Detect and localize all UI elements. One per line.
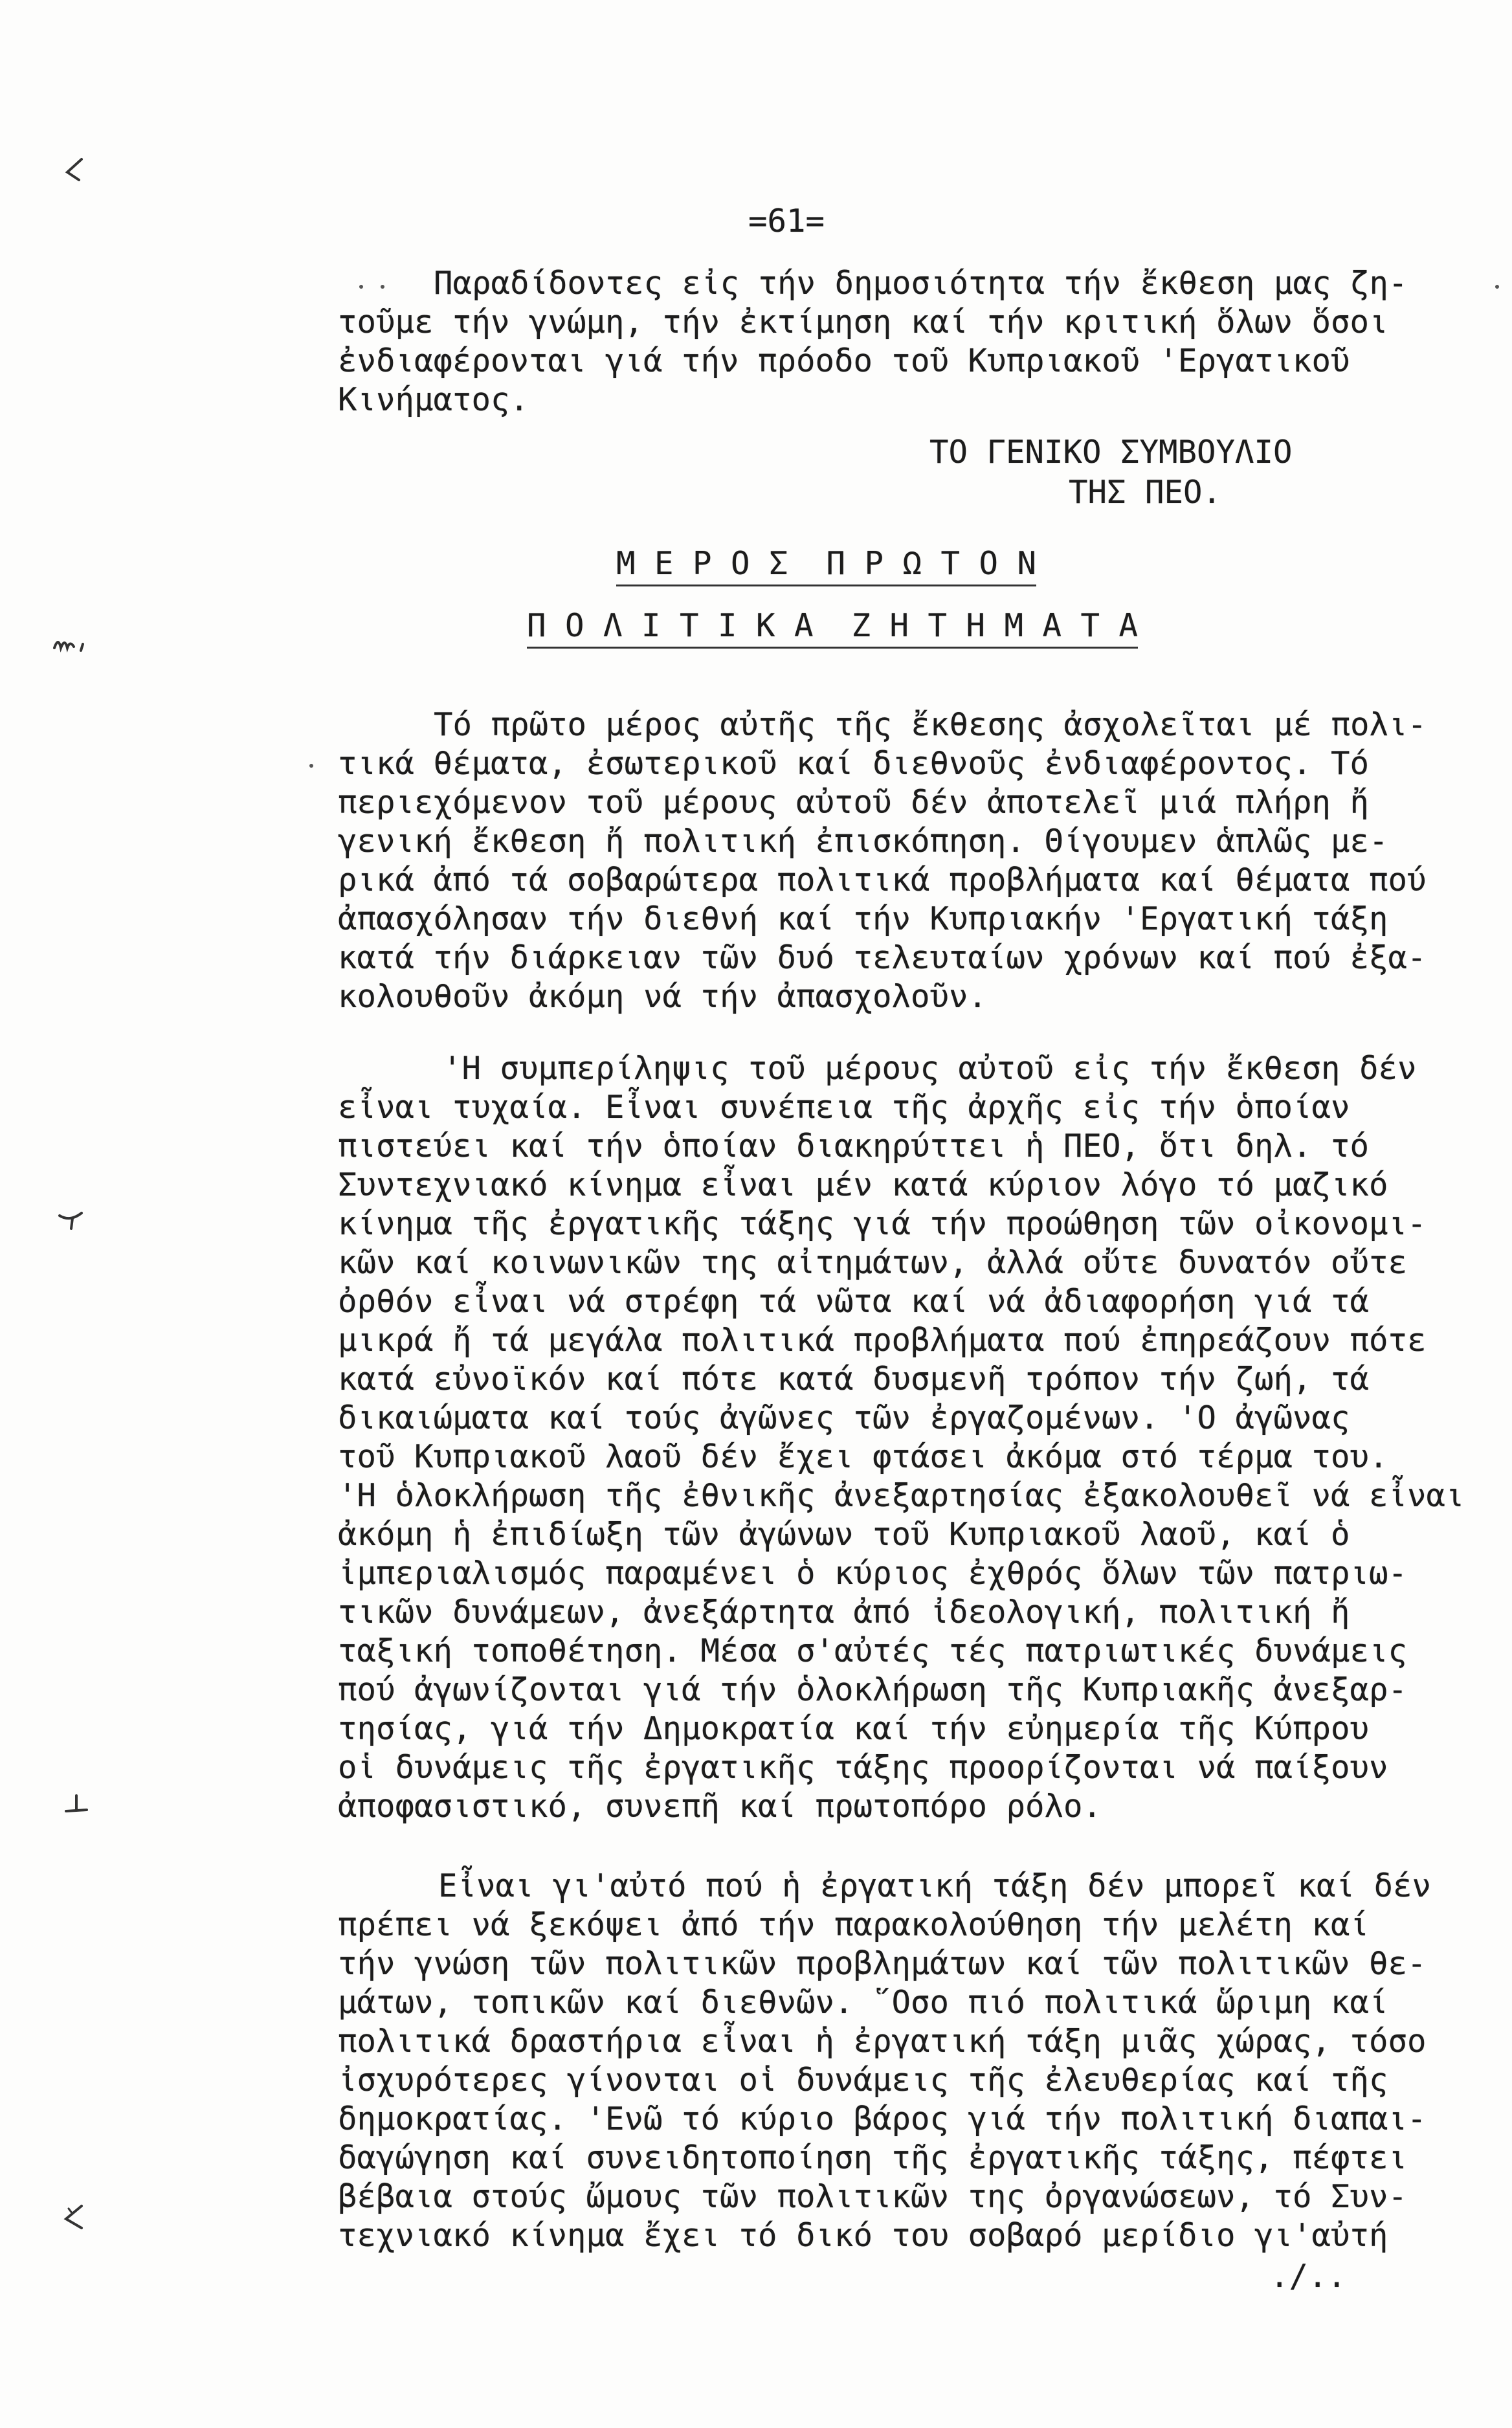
text-line: γενική ἔκθεση ἤ πολιτική ἐπισκόπηση. Θίγουμεν ἁπλῶς με- [338,823,1388,860]
text-line: πού ἀγωνίζονται γιά τήν ὁλοκλήρωση τῆς Κυπριακῆς ἀνεξαρ- [338,1671,1408,1708]
text-line: ἰμπεριαλισμός παραμένει ὁ κύριος ἐχθρός ὅλων τῶν πατριω- [338,1555,1408,1592]
text-line: τεχνιακό κίνημα ἔχει τό δικό του σοβαρό μερίδιο γι'αὐτή [338,2217,1388,2254]
text-line: ταξική τοποθέτηση. Μέσα σ'αὐτές τές πατριωτικές δυνάμεις [338,1632,1408,1669]
text-line: 'Η συμπερίληψις τοῦ μέρους αὐτοῦ εἰς τήν ἔκθεση δέν [443,1050,1417,1087]
text-line: Κινήματος. [338,381,529,418]
text-line: δικαιώματα καί τούς ἀγῶνες τῶν ἐργαζομένων. 'Ο ἀγῶνας [338,1399,1350,1436]
text-line: 'Η ὁλοκλήρωση τῆς ἐθνικῆς ἀνεξαρτησίας ἐξακολουθεῖ νά εἶναι [338,1477,1465,1514]
text-line: ἀκόμη ἡ ἐπιδίωξη τῶν ἀγώνων τοῦ Κυπριακοῦ λαοῦ, καί ὁ [338,1516,1350,1553]
text-line: μικρά ἤ τά μεγάλα πολιτικά προβλήματα πού ἐπηρεάζουν πότε [338,1322,1427,1359]
continuation-marker: ./.. [1270,2258,1347,2295]
margin-mark-icon [50,631,92,657]
paragraph-conclusion [338,1867,1503,2255]
margin-mark-icon [57,1208,85,1234]
text-line: Τό πρῶτο μέρος αὐτῆς τῆς ἔκθεσης ἀσχολεῖται μέ πολι- [434,706,1427,743]
signature-line-2: ΤΗΣ ΠΕΟ. [1069,474,1222,511]
text-line: κολουθοῦν ἀκόμη νά τήν ἀπασχολοῦν. [338,978,988,1015]
text-line: πρέπει νά ξεκόψει ἀπό τήν παρακολούθηση τήν μελέτη καί [338,1906,1370,1943]
text-line: ἀποφασιστικό, συνεπῆ καί πρωτοπόρο ρόλο. [338,1788,1102,1825]
page-number: =61= [748,203,825,239]
paragraph-rationale [338,1049,1503,1826]
margin-mark-icon [60,155,88,184]
text-line: πιστεύει καί τήν ὁποίαν διακηρύττει ἡ ΠΕΟ, ὅτι δηλ. τό [338,1128,1370,1164]
text-line: δημοκρατίας. 'Ενῶ τό κύριο βάρος γιά τήν πολιτική διαπαι- [338,2100,1427,2137]
text-line: ἐνδιαφέρονται γιά τήν πρόοδο τοῦ Κυπριακοῦ 'Εργατικοῦ [338,342,1350,379]
text-line: Συντεχνιακό κίνημα εἶναι μέν κατά κύριον λόγο τό μαζικό [338,1166,1388,1203]
text-line: ἰσχυρότερες γίνονται οἱ δυνάμεις τῆς ἐλευθερίας καί τῆς [338,2062,1388,2099]
text-line: περιεχόμενον τοῦ μέρους αὐτοῦ δέν ἀποτελεῖ μιά πλήρη ἤ [338,784,1370,821]
text-line: βέβαια στούς ὤμους τῶν πολιτικῶν της ὀργανώσεων, τό Συν- [338,2178,1408,2215]
text-line: πολιτικά δραστήρια εἶναι ἡ ἐργατική τάξη μιᾶς χώρας, τόσο [338,2023,1427,2060]
text-line: τησίας, γιά τήν Δημοκρατία καί τήν εὐημερία τῆς Κύπρου [338,1710,1370,1747]
text-line: οἱ δυνάμεις τῆς ἐργατικῆς τάξης προορίζονται νά παίξουν [338,1749,1388,1786]
text-line: ρικά ἀπό τά σοβαρώτερα πολιτικά προβλήματα καί θέματα πού [338,862,1427,898]
text-line: κατά εὐνοϊκόν καί πότε κατά δυσμενῆ τρόπον τήν ζωή, τά [338,1361,1370,1398]
signature-line-1: ΤΟ ΓΕΝΙΚΟ ΣΥΜΒΟΥΛΙΟ [929,434,1293,471]
paragraph-scope [338,706,1503,1016]
text-line: κίνημα τῆς ἐργατικῆς τάξης γιά τήν προώθηση τῶν οἰκονομι- [338,1205,1427,1242]
margin-mark-icon [60,2202,88,2233]
stray-dot [309,764,313,768]
text-line: μάτων, τοπικῶν καί διεθνῶν. ῞Οσο πιό πολιτικά ὥριμη καί [338,1984,1388,2021]
text-line: τήν γνώση τῶν πολιτικῶν προβλημάτων καί τῶν πολιτικῶν θε- [338,1945,1427,1982]
text-line: κατά τήν διάρκειαν τῶν δυό τελευταίων χρόνων καί πού ἐξα- [338,939,1427,976]
text-line: κῶν καί κοινωνικῶν της αἰτημάτων, ἀλλά οὔτε δυνατόν οὔτε [338,1244,1408,1281]
paragraph-intro [338,264,1503,419]
text-line: Παραδίδοντες εἰς τήν δημοσιότητα τήν ἔκθεση μας ζη- [434,265,1408,302]
text-line: ὀρθόν εἶναι νά στρέφη τά νῶτα καί νά ἀδιαφορήση γιά τά [338,1283,1370,1320]
margin-mark-icon [63,1793,89,1816]
text-line: τικά θέματα, ἐσωτερικοῦ καί διεθνοῦς ἐνδιαφέροντος. Τό [338,745,1370,782]
section-heading: Π Ο Λ Ι Τ Ι Κ Α Ζ Η Τ Η Μ Α Τ Α [527,608,1138,649]
text-line: Εἶναι γι'αὐτό πού ἡ ἐργατική τάξη δέν μπορεῖ καί δέν [438,1867,1432,1904]
text-line: δαγώγηση καί συνειδητοποίηση τῆς ἐργατικῆς τάξης, πέφτει [338,2139,1408,2176]
text-line: τοῦμε τήν γνώμη, τήν ἐκτίμηση καί τήν κριτική ὅλων ὅσοι [338,304,1388,340]
text-line: τοῦ Κυπριακοῦ λαοῦ δέν ἔχει φτάσει ἀκόμα στό τέρμα του. [338,1438,1388,1475]
part-heading: Μ Ε Ρ Ο Σ Π Ρ Ω Τ Ο Ν [616,546,1036,586]
text-line: εἶναι τυχαία. Εἶναι συνέπεια τῆς ἀρχῆς εἰς τήν ὁποίαν [338,1089,1350,1126]
text-line: τικῶν δυνάμεων, ἀνεξάρτητα ἀπό ἰδεολογική, πολιτική ἤ [338,1594,1350,1631]
text-line: ἀπασχόλησαν τήν διεθνή καί τήν Κυπριακήν 'Εργατική τάξη [338,900,1388,937]
